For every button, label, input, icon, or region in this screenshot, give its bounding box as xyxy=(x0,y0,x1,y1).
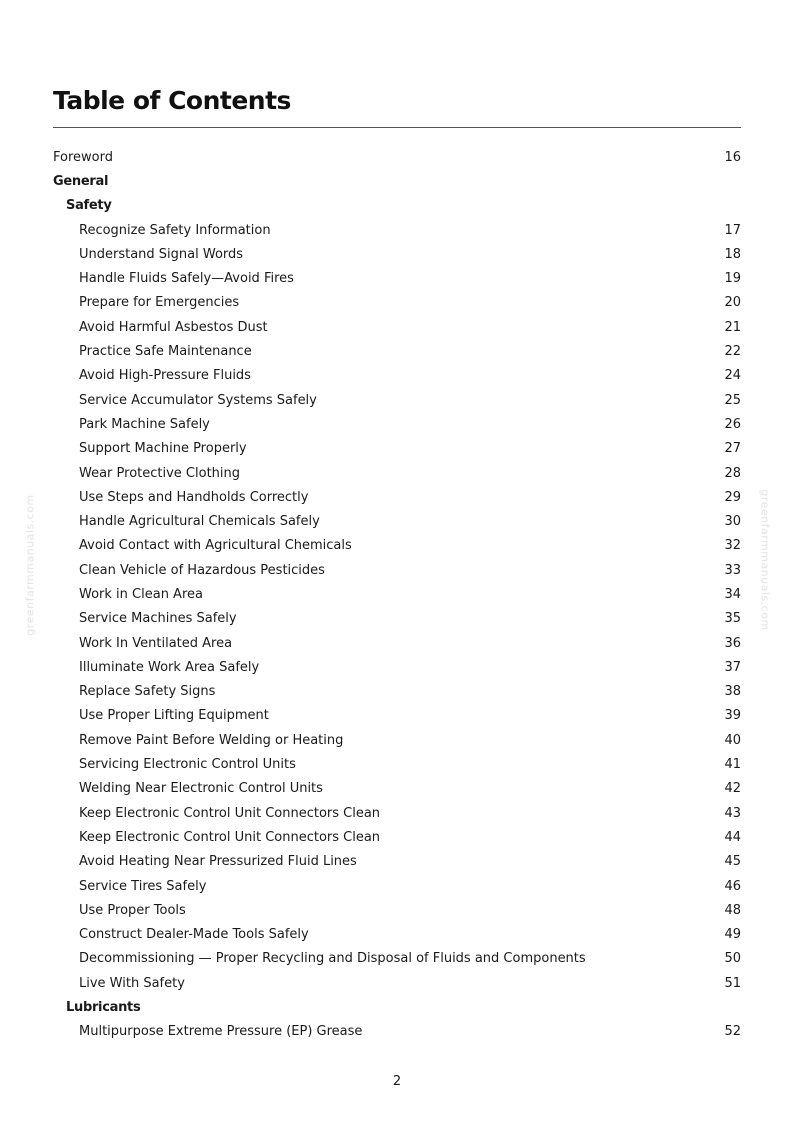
toc-entry[interactable] xyxy=(53,315,741,339)
toc-entry-label: Handle Agricultural Chemicals Safely xyxy=(79,514,320,530)
toc-entry-label: Service Accumulator Systems Safely xyxy=(79,392,317,408)
toc-entry-page: 34 xyxy=(724,586,741,602)
toc-subsection-safety[interactable] xyxy=(53,194,741,218)
toc-entry[interactable] xyxy=(53,412,741,436)
toc-entry-label: Service Tires Safely xyxy=(79,878,207,894)
toc-entry-label: Work in Clean Area xyxy=(79,586,203,602)
toc-entry-label: Service Machines Safely xyxy=(79,611,237,627)
toc-entry[interactable] xyxy=(53,339,741,363)
toc-entry-page: 21 xyxy=(724,319,741,335)
toc-entry-page: 38 xyxy=(724,684,741,700)
toc-entry-label: Illuminate Work Area Safely xyxy=(79,659,260,675)
toc-entry-label: Handle Fluids Safely—Avoid Fires xyxy=(79,271,294,287)
toc-entry[interactable] xyxy=(53,218,741,242)
toc-entry-label: Servicing Electronic Control Units xyxy=(79,757,296,773)
toc-entry[interactable] xyxy=(53,509,741,533)
toc-entry[interactable] xyxy=(53,437,741,461)
page-number: 2 xyxy=(392,1074,402,1089)
toc-entry-page: 33 xyxy=(724,562,741,578)
toc-entry-page: 51 xyxy=(724,975,741,991)
toc-entry[interactable] xyxy=(53,728,741,752)
toc-entry-label: Avoid Heating Near Pressurized Fluid Lines xyxy=(79,854,357,870)
toc-entry[interactable] xyxy=(53,680,741,704)
toc-entry-page: 37 xyxy=(724,659,741,675)
toc-entry-label: Wear Protective Clothing xyxy=(79,465,241,481)
toc-entry-page: 44 xyxy=(724,829,741,845)
toc-entry-label: Foreword xyxy=(53,149,113,165)
toc-entry[interactable] xyxy=(53,947,741,971)
toc-entry-label: Park Machine Safely xyxy=(79,416,210,432)
toc-entry-label: Keep Electronic Control Unit Connectors Clean xyxy=(79,805,381,821)
toc-entry-label: Practice Safe Maintenance xyxy=(79,344,252,360)
toc-entry-label: Understand Signal Words xyxy=(79,246,244,262)
toc-entry[interactable] xyxy=(53,704,741,728)
toc-entry-label: Welding Near Electronic Control Units xyxy=(79,781,323,797)
toc-entry-page: 41 xyxy=(724,757,741,773)
toc-entry-page: 18 xyxy=(724,246,741,262)
toc-entry-label: Use Proper Tools xyxy=(79,902,186,918)
toc-entry-page: 42 xyxy=(724,781,741,797)
toc-entry-label: Decommissioning — Proper Recycling and Disposal of Fluids and Components xyxy=(79,951,586,967)
toc-entry-label: Prepare for Emergencies xyxy=(79,295,240,311)
toc-entry[interactable] xyxy=(53,364,741,388)
toc-entry-page: 24 xyxy=(724,368,741,384)
toc-entry[interactable] xyxy=(53,388,741,412)
toc-entry-label: Recognize Safety Information xyxy=(79,222,271,238)
toc-entry-page: 32 xyxy=(724,538,741,554)
toc-entry[interactable] xyxy=(53,801,741,825)
toc-entry-label: Replace Safety Signs xyxy=(79,684,216,700)
toc-entry-label: Avoid Contact with Agricultural Chemicals xyxy=(79,538,352,554)
toc-entry-label: Keep Electronic Control Unit Connectors Clean xyxy=(79,829,381,845)
toc-entry-page: 49 xyxy=(724,927,741,943)
toc-entry-page: 19 xyxy=(724,271,741,287)
toc-entry-page: 50 xyxy=(724,951,741,967)
toc-entry[interactable] xyxy=(53,850,741,874)
toc-entry-label: Work In Ventilated Area xyxy=(79,635,233,651)
toc-entry-label: Use Proper Lifting Equipment xyxy=(79,708,269,724)
toc-entry-page: 17 xyxy=(724,222,741,238)
toc-entry[interactable] xyxy=(53,874,741,898)
toc-entry[interactable] xyxy=(53,971,741,995)
toc-entry-page: 45 xyxy=(724,854,741,870)
toc-entry-label: Live With Safety xyxy=(79,975,185,991)
toc-subsection-lubricants[interactable] xyxy=(53,995,741,1019)
toc-entry-label: Clean Vehicle of Hazardous Pesticides xyxy=(79,562,325,578)
toc-entry-page: 16 xyxy=(724,149,741,165)
toc-entry-page: 20 xyxy=(724,295,741,311)
toc-subsection-label: Lubricants xyxy=(66,1000,141,1016)
toc-entry-foreword[interactable] xyxy=(53,145,741,169)
watermark-right: greenfarmmanuals.com xyxy=(758,489,772,631)
toc-subsection-label: Safety xyxy=(66,198,112,214)
toc-entry[interactable] xyxy=(53,461,741,485)
toc-entry-page: 29 xyxy=(724,489,741,505)
toc-entry-label: Remove Paint Before Welding or Heating xyxy=(79,732,344,748)
toc-entry-label: Use Steps and Handholds Correctly xyxy=(79,489,309,505)
toc-list xyxy=(53,145,741,1044)
title-divider xyxy=(53,127,741,128)
toc-entry[interactable] xyxy=(53,825,741,849)
toc-entry[interactable] xyxy=(53,752,741,776)
toc-entry-page: 28 xyxy=(724,465,741,481)
toc-entry[interactable] xyxy=(53,898,741,922)
toc-entry-page: 40 xyxy=(724,732,741,748)
toc-entry-label: Multipurpose Extreme Pressure (EP) Grease xyxy=(79,1024,363,1040)
toc-entry-page: 27 xyxy=(724,441,741,457)
toc-entry[interactable] xyxy=(53,582,741,606)
toc-entry[interactable] xyxy=(53,242,741,266)
page-title: Table of Contents xyxy=(53,86,291,115)
toc-entry-label: Avoid Harmful Asbestos Dust xyxy=(79,319,268,335)
watermark-left: greenfarmmanuals.com xyxy=(23,494,37,636)
toc-entry-label: Construct Dealer-Made Tools Safely xyxy=(79,927,309,943)
toc-entry[interactable] xyxy=(53,607,741,631)
toc-entry-label: Support Machine Properly xyxy=(79,441,247,457)
toc-entry[interactable] xyxy=(53,266,741,290)
toc-entry-page: 36 xyxy=(724,635,741,651)
toc-entry-page: 52 xyxy=(724,1024,741,1040)
toc-entry-page: 25 xyxy=(724,392,741,408)
toc-entry-page: 26 xyxy=(724,416,741,432)
toc-section-label: General xyxy=(53,173,109,189)
toc-entry-page: 30 xyxy=(724,514,741,530)
toc-entry-page: 22 xyxy=(724,344,741,360)
toc-entry[interactable] xyxy=(53,291,741,315)
toc-entry[interactable] xyxy=(53,923,741,947)
toc-entry-page: 48 xyxy=(724,902,741,918)
toc-entry[interactable] xyxy=(53,558,741,582)
toc-entry[interactable] xyxy=(53,655,741,679)
toc-entry[interactable] xyxy=(53,1020,741,1044)
toc-entry-page: 46 xyxy=(724,878,741,894)
toc-entry[interactable] xyxy=(53,631,741,655)
toc-entry[interactable] xyxy=(53,534,741,558)
toc-entry-page: 39 xyxy=(724,708,741,724)
toc-entry-page: 35 xyxy=(724,611,741,627)
toc-section-general[interactable] xyxy=(53,169,741,193)
toc-entry[interactable] xyxy=(53,485,741,509)
toc-entry-label: Avoid High-Pressure Fluids xyxy=(79,368,251,384)
toc-entry-page: 43 xyxy=(724,805,741,821)
toc-entry[interactable] xyxy=(53,777,741,801)
